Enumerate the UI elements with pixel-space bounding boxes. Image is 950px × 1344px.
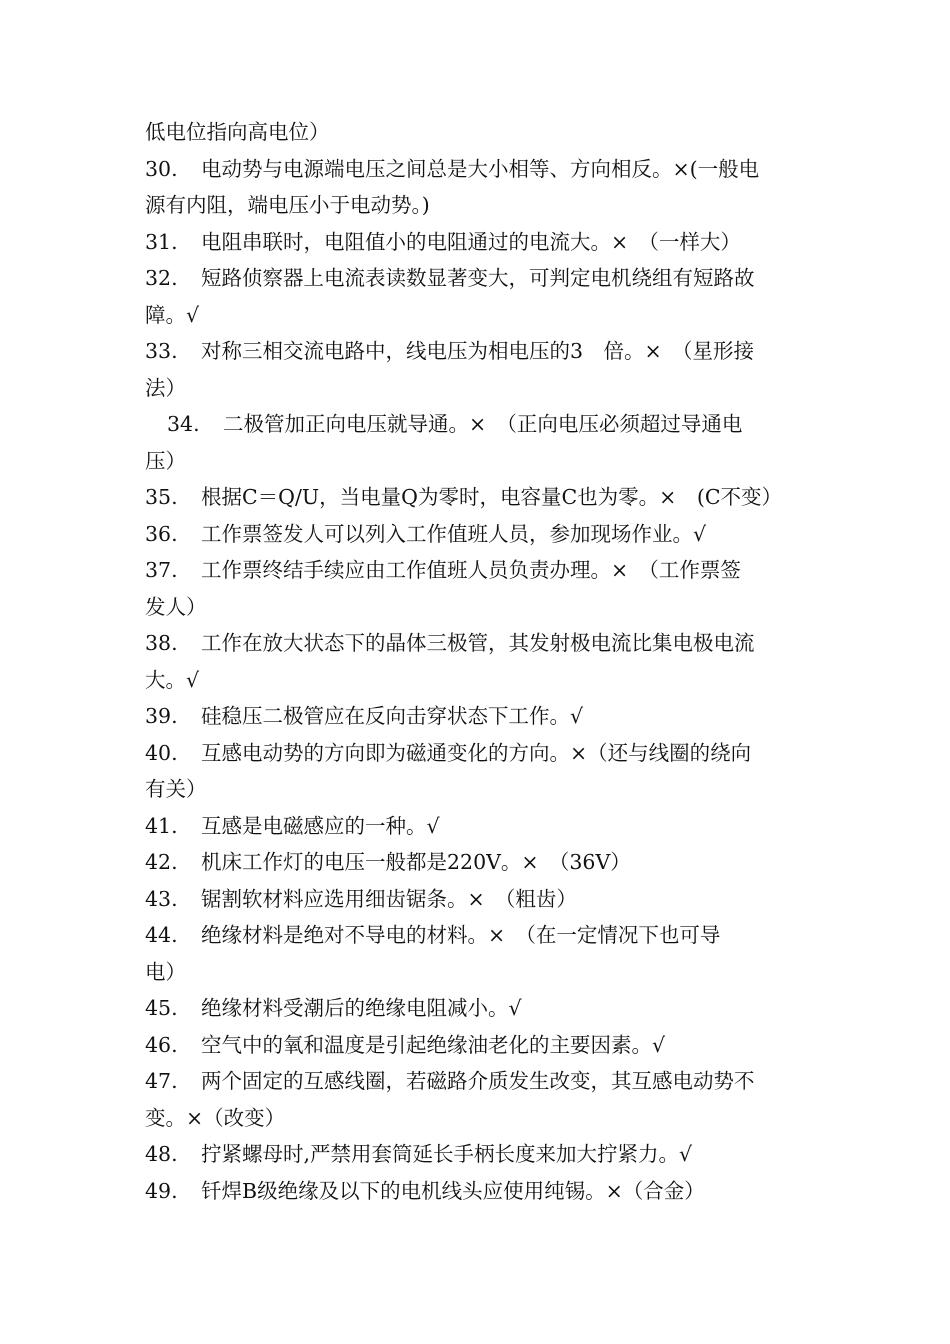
question-text: 工作在放大状态下的晶体三极管，其发射极电流比集电极电流 <box>201 631 755 655</box>
question-text: 二极管加正向电压就导通。× （正向电压必须超过导通电 <box>223 412 743 436</box>
question-number: 33. <box>145 339 178 363</box>
question-text: 钎焊B级绝缘及以下的电机线头应使用纯锡。×（合金） <box>201 1178 705 1203</box>
question-37 <box>145 552 815 589</box>
question-number: 31. <box>145 229 178 254</box>
text-line <box>145 114 815 151</box>
question-47 <box>145 1063 815 1100</box>
question-45 <box>145 990 815 1027</box>
question-48 <box>145 1136 815 1173</box>
question-41 <box>145 808 815 845</box>
question-35 <box>145 479 815 516</box>
line-text: 变。×（改变） <box>145 1105 286 1130</box>
question-number: 32. <box>145 266 178 290</box>
question-number: 43. <box>145 886 178 911</box>
line-text: 法） <box>145 375 186 400</box>
question-text: 拧紧螺母时,严禁用套筒延长手柄长度来加大拧紧力。√ <box>201 1142 693 1166</box>
question-36 <box>145 516 815 553</box>
question-number: 38. <box>145 631 178 655</box>
question-number: 41. <box>145 813 178 838</box>
question-38 <box>145 625 815 662</box>
question-42 <box>145 844 815 881</box>
question-text: 互感电动势的方向即为磁通变化的方向。×（还与线圈的绕向 <box>201 740 752 765</box>
question-39 <box>145 698 815 735</box>
question-number: 42. <box>145 850 178 874</box>
text-line <box>145 370 815 407</box>
question-text: 工作票终结手续应由工作值班人员负责办理。× （工作票签 <box>201 558 741 582</box>
question-text: 电阻串联时，电阻值小的电阻通过的电流大。× （一样大） <box>201 229 741 254</box>
question-44 <box>145 917 815 954</box>
question-text: 电动势与电源端电压之间总是大小相等、方向相反。×(一般电 <box>201 156 760 181</box>
question-32 <box>145 260 815 297</box>
question-text: 互感是电磁感应的一种。√ <box>201 813 440 838</box>
question-40 <box>145 735 815 772</box>
question-30 <box>145 151 815 188</box>
question-number: 36. <box>145 521 178 546</box>
question-text: 绝缘材料受潮后的绝缘电阻减小。√ <box>201 996 522 1020</box>
line-text: 有关） <box>145 777 207 801</box>
question-number: 49. <box>145 1178 178 1203</box>
question-43 <box>145 881 815 918</box>
line-text: 障。√ <box>145 302 200 327</box>
line-text: 源有内阻，端电压小于电动势。) <box>145 193 430 217</box>
line-text: 发人） <box>145 594 207 619</box>
question-33 <box>145 333 815 370</box>
question-number: 30. <box>145 156 178 181</box>
text-line <box>145 1100 815 1137</box>
question-text: 绝缘材料是绝对不导电的材料。× （在一定情况下也可导 <box>201 923 721 947</box>
question-number: 45. <box>145 996 178 1020</box>
line-text: 压） <box>145 448 186 473</box>
question-number: 48. <box>145 1142 178 1166</box>
text-line <box>145 589 815 626</box>
question-number: 35. <box>145 485 178 509</box>
question-49 <box>145 1173 815 1210</box>
question-number: 44. <box>145 923 178 947</box>
question-number: 37. <box>145 558 178 582</box>
question-46 <box>145 1027 815 1064</box>
line-text: 低电位指向高电位） <box>145 120 330 144</box>
question-text: 空气中的氧和温度是引起绝缘油老化的主要因素。√ <box>201 1032 666 1057</box>
question-text: 硅稳压二极管应在反向击穿状态下工作。√ <box>201 704 584 728</box>
question-number: 47. <box>145 1069 178 1093</box>
text-line <box>145 443 815 480</box>
text-line <box>145 187 815 224</box>
question-number: 40. <box>145 740 178 765</box>
text-line <box>145 954 815 991</box>
text-line <box>145 771 815 808</box>
question-list <box>145 114 815 1209</box>
question-31 <box>145 224 815 261</box>
question-34 <box>145 406 815 443</box>
text-line <box>145 662 815 699</box>
line-text: 电） <box>145 959 186 984</box>
line-text: 大。√ <box>145 667 200 692</box>
question-text: 工作票签发人可以列入工作值班人员，参加现场作业。√ <box>201 521 707 546</box>
question-text: 短路侦察器上电流表读数显著变大，可判定电机绕组有短路故 <box>201 266 755 290</box>
question-text: 机床工作灯的电压一般都是220V。× （36V） <box>201 850 631 874</box>
question-number: 34. <box>167 412 200 436</box>
text-line <box>145 297 815 334</box>
question-number: 39. <box>145 704 178 728</box>
question-text: 两个固定的互感线圈，若磁路介质发生改变，其互感电动势不 <box>201 1069 755 1093</box>
question-text: 锯割软材料应选用细齿锯条。× （粗齿） <box>201 886 577 911</box>
question-text: 根据C＝Q/U，当电量Q为零时，电容量C也为零。× (C不变） <box>201 485 783 509</box>
question-number: 46. <box>145 1032 178 1057</box>
question-text: 对称三相交流电路中，线电压为相电压的3 倍。× （星形接 <box>201 339 754 363</box>
